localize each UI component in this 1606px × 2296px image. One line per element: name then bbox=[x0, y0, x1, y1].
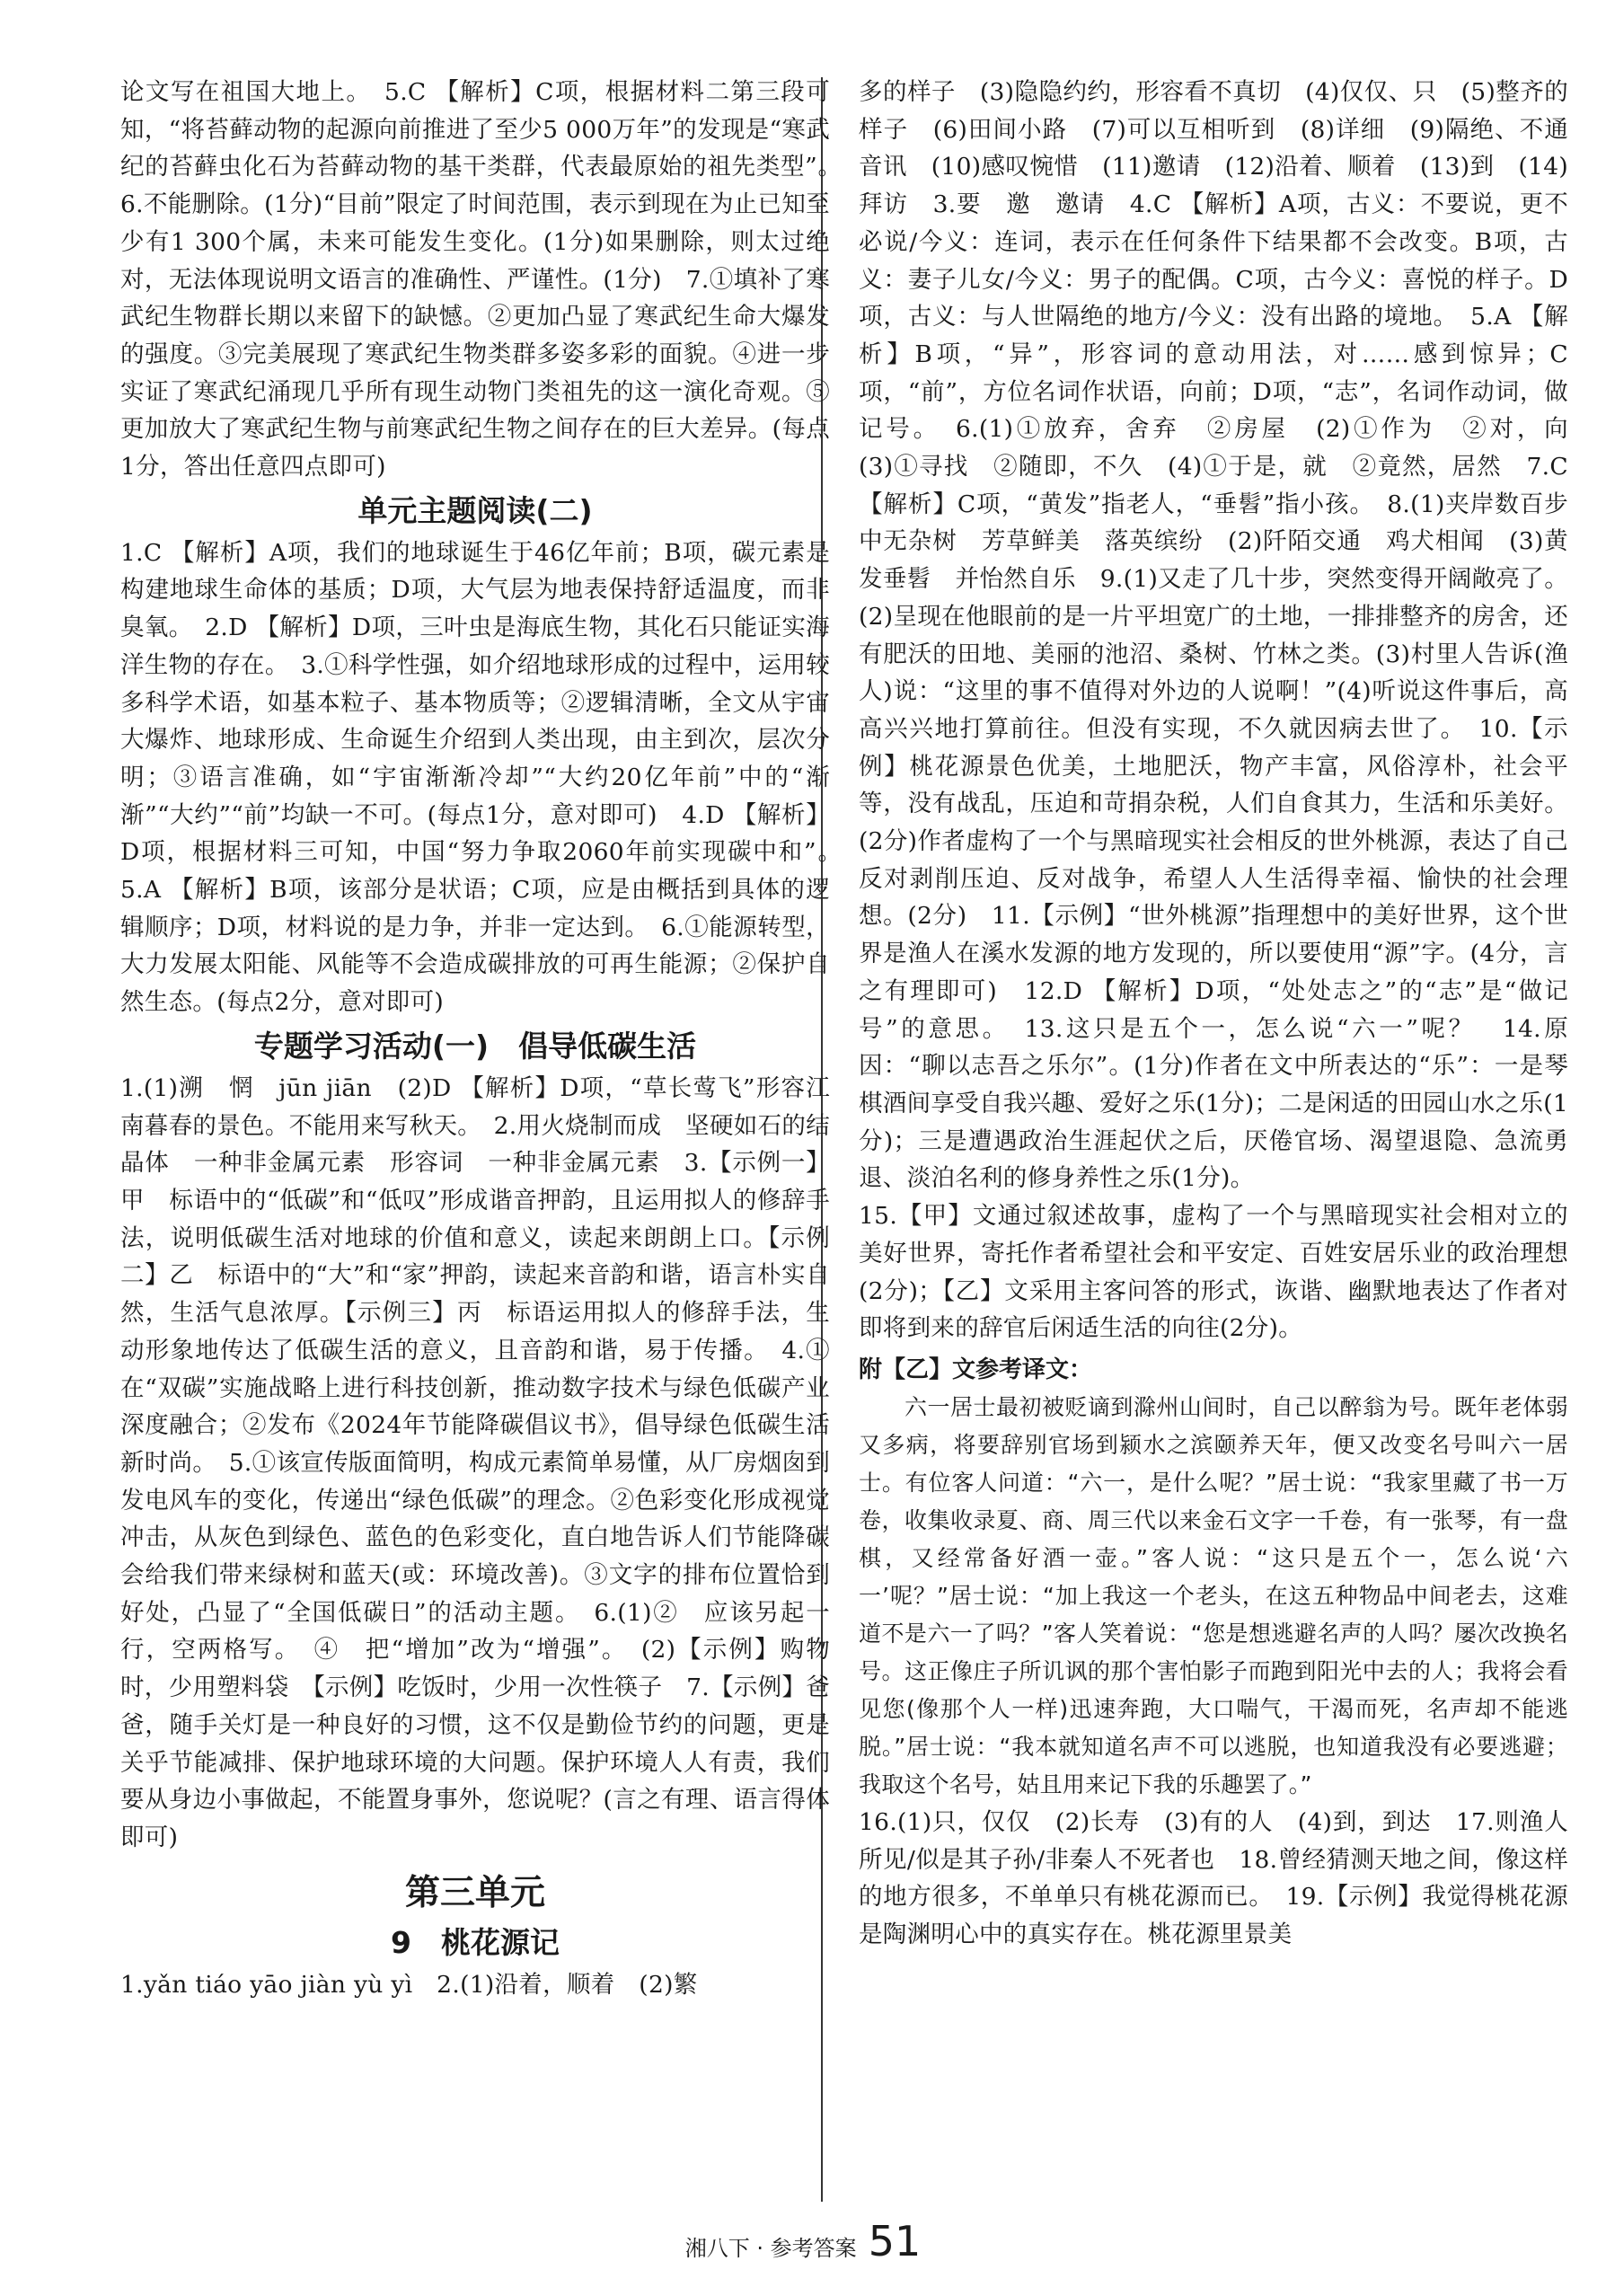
section-heading: 单元主题阅读(二) bbox=[357, 492, 593, 528]
page-footer bbox=[0, 2217, 1606, 2265]
answer-paragraph: 多的样子 (3)隐隐约约，形容看不真切 (4)仅仅、只 (5)整齐的样子 (6)田间小路 (7)可以互相听到 (8)详细 (9)隔绝、不通音讯 (10)感叹惋惜 (11)邀请 (12)沿着、顺着 (13)到 (14)拜访 3.要 邀 邀请 4.C 【解析】A项，古义：不要说，更不必说/今义：连词，表示在任何条件下结果都不会改变。B项，古义：妻子儿女/今义：男子的配偶。C项，古今义：喜悦的样子。D项，古义：与人世隔绝的地方/今义：没有出路的境地。 5.A 【解析】B项，“异”，形容词的意动用法，对……感到惊异；C项，“前”，方位名词作状语，向前；D项，“志”，名词作动词，做记号。 6.(1)①放弃，舍弃 ②房屋 (2)①作为 ②对，向 (3)①寻找 ②随即，不久 (4)①于是，就 ②竟然，居然 7.C 【解析】C项，“黄发”指老人，“垂髫”指小孩。 8.(1)夹岸数百步 中无杂树 芳草鲜美 落英缤纷 (2)阡陌交通 鸡犬相闻 (3)黄发垂髫 并怡然自乐 9.(1)又走了几十步，突然变得开阔敞亮了。(2)呈现在他眼前的是一片平坦宽广的土地，一排排整齐的房舍，还有肥沃的田地、美丽的池沼、桑树、竹林之类。(3)村里人告诉(渔人)说：“这里的事不值得对外边的人说啊！”(4)听说这件事后，高高兴兴地打算前往。但没有实现，不久就因病去世了。 10.【示例】桃花源景色优美，土地肥沃，物产丰富，风俗淳朴，社会平等，没有战乱，压迫和苛捐杂税，人们自食其力，生活和乐美好。(2分)作者虚构了一个与黑暗现实社会相反的世外桃源，表达了自己反对剥削压迫、反对战争，希望人人生活得幸福、愉快的社会理想。(2分) 11.【示例】“世外桃源”指理想中的美好世界，这个世界是渔人在溪水发源的地方发现的，所以要使用“源”字。(4分，言之有理即可) 12.D 【解析】D项，“处处志之”的“志”是“做记号”的意思。 13.这只是五个一，怎么说“六一”呢？ 14.原因：“聊以志吾之乐尔”。(1分)作者在文中所表达的“乐”：一是琴棋酒间享受自我兴趣、爱好之乐(1分)；二是闲适的田园山水之乐(1分)；三是遭遇政治生涯起伏之后，厌倦官场、渴望退隐、急流勇退、淡泊名利的修身养性之乐(1分)。 bbox=[859, 78, 1593, 1193]
right-column bbox=[859, 74, 1593, 1954]
page-number: 51 bbox=[868, 2217, 922, 2265]
answer-paragraph: 论文写在祖国大地上。 5.C 【解析】C项，根据材料二第三段可知，“将苔藓动物的起源向前推进了至少5 000万年”的发现是“寒武纪的苔藓虫化石为苔藓动物的基干类群，代表最原始的祖先类型”。 6.不能删除。(1分)“目前”限定了时间范围，表示到现在为止已知至少有1 300个属，未来可能发生变化。(1分)如果删除，则太过绝对，无法体现说明文语言的准确性、严谨性。(1分) 7.①填补了寒武纪生物群长期以来留下的缺憾。②更加凸显了寒武纪生命大爆发的强度。③完美展现了寒武纪生物类群多姿多彩的面貌。④进一步实证了寒武纪涌现几乎所有现生动物门类祖先的这一演化奇观。⑤更加放大了寒武纪生物与前寒武纪生物之间存在的巨大差异。(每点1分，答出任意四点即可) bbox=[120, 78, 854, 481]
answer-paragraph: 16.(1)只，仅仅 (2)长寿 (3)有的人 (4)到，到达 17.则渔人所见/似是其子孙/非秦人不死者也 18.曾经猜测天地之间，像这样的地方很多，不单单只有桃花源而已。 19.【示例】我觉得桃花源是陶渊明心中的真实存在。桃花源里景美 bbox=[859, 1807, 1568, 1949]
lesson-heading: 9 桃花源记 bbox=[391, 1924, 560, 1960]
left-column bbox=[120, 74, 854, 2003]
answer-paragraph: 1.(1)溯 惘 jūn jiān (2)D 【解析】D项，“草长莺飞”形容江南暮春的景色。不能用来写秋天。 2.用火烧制而成 坚硬如石的结晶体 一种非金属元素 形容词 一种非金属元素 3.【示例一】甲 标语中的“低碳”和“低叹”形成谐音押韵，且运用拟人的修辞手法，说明低碳生活对地球的价值和意义，读起来朗朗上口。【示例二】乙 标语中的“大”和“家”押韵，读起来音韵和谐，语言朴实自然，生活气息浓厚。【示例三】丙 标语运用拟人的修辞手法，生动形象地传达了低碳生活的意义，且音韵和谐，易于传播。 4.①在“双碳”实施战略上进行科技创新，推动数字技术与绿色低碳产业深度融合；②发布《2024年节能降碳倡议书》，倡导绿色低碳生活新时尚。 5.①该宣传版面简明，构成元素简单易懂，从厂房烟囱到发电风车的变化，传递出“绿色低碳”的理念。②色彩变化形成视觉冲击，从灰色到绿色、蓝色的色彩变化，直白地告诉人们节能降碳会给我们带来绿树和蓝天(或：环境改善)。③文字的排布位置恰到好处，凸显了“全国低碳日”的活动主题。 6.(1)② 应该另起一行，空两格写。 ④ 把“增加”改为“增强”。 (2)【示例】购物时，少用塑料袋 【示例】吃饭时，少用一次性筷子 7.【示例】爸爸，随手关灯是一种良好的习惯，这不仅是勤俭节约的问题，更是关乎节能减排、保护地球环境的大问题。保护环境人人有责，我们要从身边小事做起，不能置身事外，您说呢？(言之有理、语言得体即可) bbox=[120, 1073, 830, 1851]
translation-heading: 附【乙】文参考译文： bbox=[859, 1356, 1093, 1383]
footer-label: 湘八下 · 参考答案 bbox=[684, 2236, 857, 2261]
answer-paragraph: 1.yǎn tiáo yāo jiàn yù yì 2.(1)沿着，顺着 (2)繁 bbox=[120, 1970, 698, 1999]
answer-paragraph: 1.C 【解析】A项，我们的地球诞生于46亿年前；B项，碳元素是构建地球生命体的基质；D项，大气层为地表保持舒适温度，而非臭氧。 2.D 【解析】D项，三叶虫是海底生物，其化石只能证实海洋生物的存在。 3.①科学性强，如介绍地球形成的过程中，运用较多科学术语，如基本粒子、基本物质等；②逻辑清晰，全文从宇宙大爆炸、地球形成、生命诞生介绍到人类出现，由主到次，层次分明；③语言准确，如“宇宙渐渐冷却”“大约20亿年前”中的“渐渐”“大约”“前”均缺一不可。(每点1分，意对即可) 4.D 【解析】D项，根据材料三可知，中国“努力争取2060年前实现碳中和”。 5.A 【解析】B项，该部分是状语；C项，应是由概括到具体的逻辑顺序；D项，材料说的是力争，并非一定达到。 6.①能源转型，大力发展太阳能、风能等不会造成碳排放的可再生能源；②保护自然生态。(每点2分，意对即可) bbox=[120, 538, 854, 1017]
answer-paragraph: 15.【甲】文通过叙述故事，虚构了一个与黑暗现实社会相对立的美好世界，寄托作者希望社会和平安定、百姓安居乐业的政治理想(2分)；【乙】文采用主客问答的形式，诙谐、幽默地表达了作者对即将到来的辞官后闲适生活的向往(2分)。 bbox=[859, 1202, 1568, 1343]
translation-text: 六一居士最初被贬谪到滁州山间时，自己以醉翁为号。既年老体弱又多病，将要辞别官场到颍水之滨颐养天年，便又改变名号叫六一居士。有位客人问道：“六一，是什么呢？”居士说：“我家里藏了书一万卷，收集收录夏、商、周三代以来金石文字一千卷，有一张琴，有一盘棋，又经常备好酒一壶。”客人说：“这只是五个一，怎么说‘六一’呢？”居士说：“加上我这一个老头，在这五种物品中间老去，这难道不是六一了吗？”客人笑着说：“您是想逃避名声的人吗？屡次改换名号。这正像庄子所讥讽的那个害怕影子而跑到阳光中去的人；我将会看见您(像那个人一样)迅速奔跑，大口喘气，干渴而死，名声却不能逃脱。”居士说：“我本就知道名声不可以逃脱，也知道我没有必要逃避；我取这个名号，姑且用来记下我的乐趣罢了。” bbox=[859, 1393, 1568, 1797]
unit-heading: 第三单元 bbox=[404, 1872, 545, 1913]
section-heading: 专题学习活动(一) 倡导低碳生活 bbox=[253, 1028, 697, 1064]
